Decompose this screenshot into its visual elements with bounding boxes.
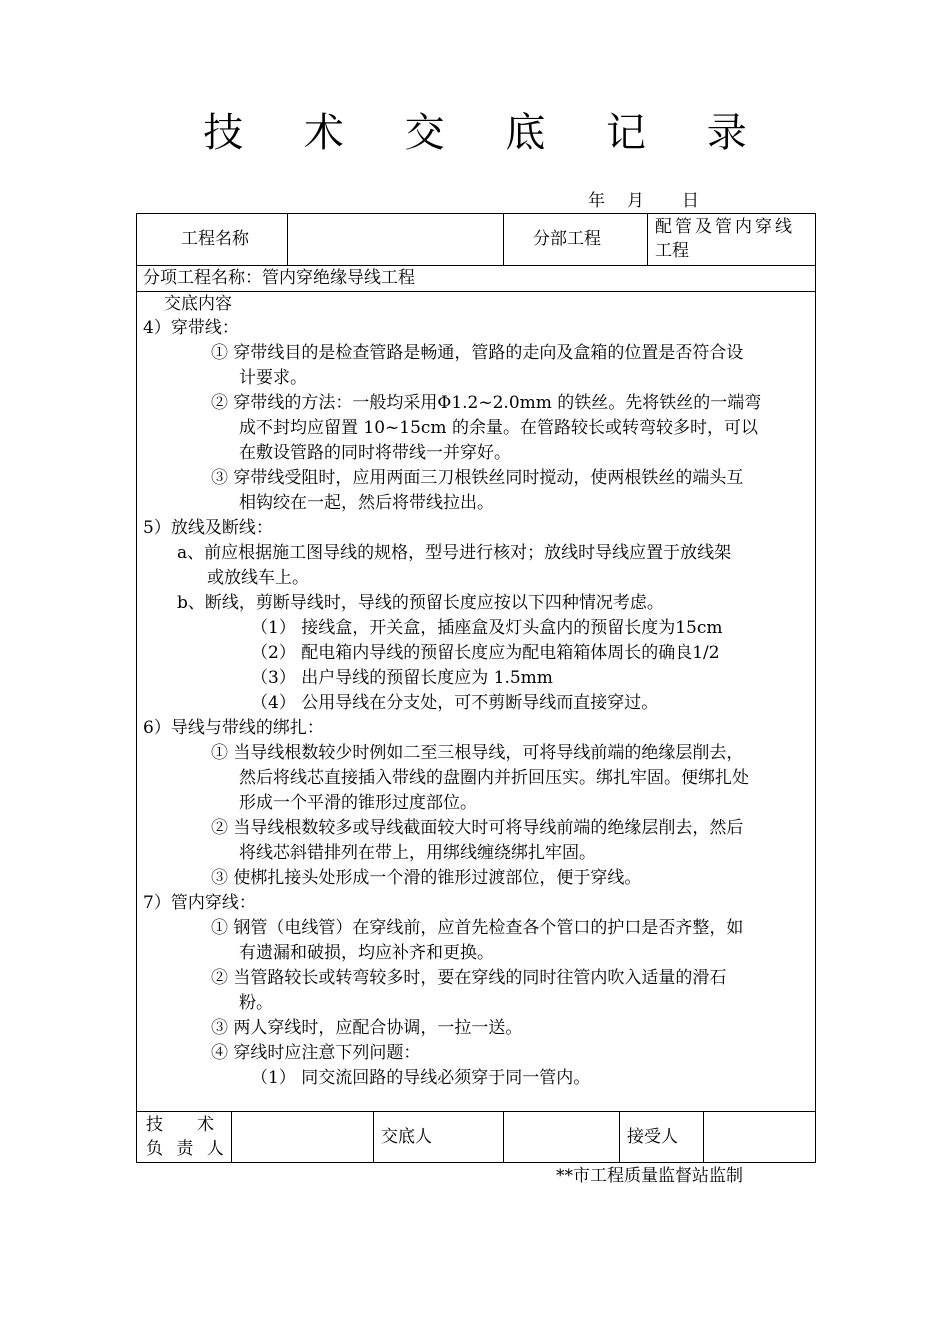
content-line: 6）导线与带线的绑扎： <box>143 718 324 738</box>
content-line: ③ 使梆扎接头处形成一个滑的锥形过渡部位，便于穿线。 <box>211 868 642 888</box>
content-label: 交底内容 <box>164 294 232 314</box>
receiver-label: 接受人 <box>627 1127 678 1147</box>
content-line: 在敷设管路的同时将带线一并穿好。 <box>239 443 511 463</box>
col-divider <box>619 1111 620 1163</box>
content-line: 成不封均应留置 10~15cm 的余量。在管路较长或转弯较多时，可以 <box>239 418 758 438</box>
content-line: ① 穿带线目的是检查管路是畅通，管路的走向及盒箱的位置是否符合设 <box>211 343 744 363</box>
content-line: ① 当导线根数较少时例如二至三根导线，可将导线前端的绝缘层削去， <box>211 743 744 763</box>
col-divider <box>287 214 288 265</box>
content-line: 相钩绞在一起，然后将带线拉出。 <box>239 493 494 513</box>
content-line: （2） 配电箱内导线的预留长度应为配电箱箱体周长的确良1/2 <box>251 643 720 663</box>
content-line: ① 钢管（电线管）在穿线前，应首先检查各个管口的护口是否齐整，如 <box>211 918 744 938</box>
date-row <box>588 190 699 212</box>
content-line: ② 当导线根数较多或导线截面较大时可将导线前端的绝缘层削去，然后 <box>211 818 744 838</box>
supervision-note: **市工程质量监督站监制 <box>556 1166 743 1186</box>
tech-lead-label-line2: 负 责 人 <box>146 1139 228 1159</box>
row-divider <box>137 291 815 292</box>
content-line: ② 当管路较长或转弯较多时，要在穿线的同时往管内吹入适量的滑石 <box>211 968 727 988</box>
content-line: 或放线车上。 <box>207 568 309 588</box>
subproject-name: 分项工程名称：管内穿绝缘导线工程 <box>143 268 415 288</box>
date-month: 月 <box>627 191 644 211</box>
content-line: 有遗漏和破损，均应补齐和更换。 <box>239 943 494 963</box>
content-line: 计要求。 <box>239 368 307 388</box>
date-year: 年 <box>588 191 605 211</box>
content-line: ② 穿带线的方法：一般均采用Φ1.2~2.0mm 的铁丝。先将铁丝的一端弯 <box>211 393 762 413</box>
division-value-line1: 配管及管内穿线 <box>655 217 795 237</box>
content-line: b、断线，剪断导线时，导线的预留长度应按以下四种情况考虑。 <box>177 593 664 613</box>
content-line: ③ 两人穿线时，应配合协调，一拉一送。 <box>211 1018 523 1038</box>
content-line: 将线芯斜错排列在带上，用绑线缠绕绑扎牢固。 <box>239 843 596 863</box>
handover-label: 交底人 <box>381 1127 432 1147</box>
content-line: 然后将线芯直接插入带线的盘圈内并折回压实。绑扎牢固。便绑扎处 <box>239 768 749 788</box>
content-line: 7）管内穿线： <box>143 893 256 913</box>
col-divider <box>703 1111 704 1163</box>
content-line: ③ 穿带线受阻时，应用两面三刀根铁丝同时搅动，使两根铁丝的端头互 <box>211 468 744 488</box>
col-divider <box>503 1111 504 1163</box>
col-divider <box>647 214 648 265</box>
content-line: 4）穿带线： <box>143 318 239 338</box>
record-form <box>136 213 816 1163</box>
content-line: （1） 接线盒，开关盒，插座盒及灯头盒内的预留长度为15cm <box>251 618 723 638</box>
content-line: （3） 出户导线的预留长度应为 1.5mm <box>251 668 553 688</box>
content-line: ④ 穿线时应注意下列问题： <box>211 1043 421 1063</box>
col-divider <box>373 1111 374 1163</box>
content-line: （1） 同交流回路的导线必须穿于同一管内。 <box>251 1068 591 1088</box>
content-line: a、前应根据施工图导线的规格，型号进行核对；放线时导线应置于放线架 <box>177 543 732 563</box>
page-title: 技 术 交 底 记 录 <box>203 110 771 156</box>
content-line: 形成一个平滑的锥形过度部位。 <box>239 793 477 813</box>
content-line: 粉。 <box>239 993 273 1013</box>
date-day: 日 <box>682 191 699 211</box>
col-divider <box>503 214 504 265</box>
division-value-line2: 工程 <box>655 241 689 261</box>
tech-lead-label-line1: 技 术 <box>146 1115 214 1135</box>
project-name-label: 工程名称 <box>181 229 249 249</box>
content-line: （4） 公用导线在分支处，可不剪断导线而直接穿过。 <box>251 693 659 713</box>
col-divider <box>231 1111 232 1163</box>
division-label: 分部工程 <box>533 229 601 249</box>
content-line: 5）放线及断线： <box>143 518 273 538</box>
row-divider <box>137 1111 815 1112</box>
